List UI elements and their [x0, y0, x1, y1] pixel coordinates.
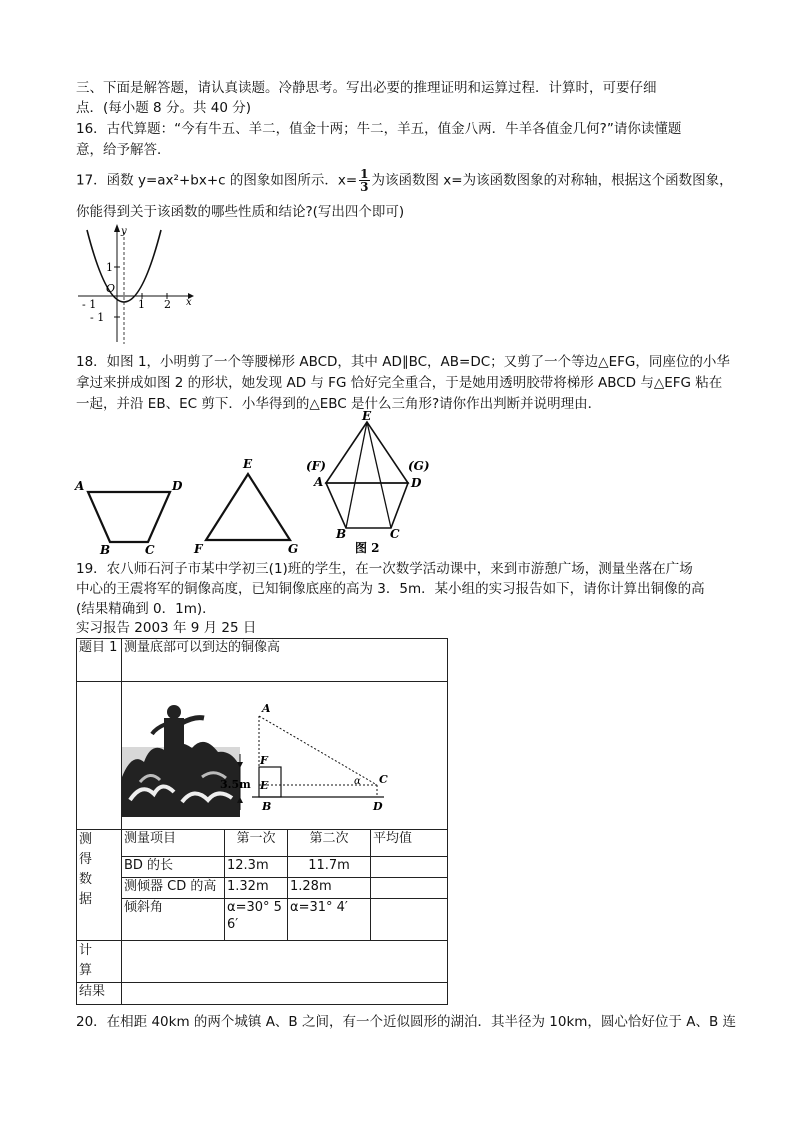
header-item: 测量项目: [122, 830, 225, 857]
meas-label-E: E: [260, 779, 269, 792]
fig2-label-F: (F): [306, 459, 326, 473]
topic-label: 题目 1: [77, 639, 122, 682]
trapezoid-abcd: [88, 492, 170, 542]
section3-line1: 三、下面是解答题，请认真读题。冷静思考。写出必要的推理证明和运算过程．计算时，可要仔细: [76, 80, 657, 96]
fig2-label-E: E: [362, 410, 372, 423]
fig2-label-A: A: [314, 475, 324, 489]
q17-line1: [76, 168, 733, 193]
q20-line1: 20．在相距 40km 的两个城镇 A、B 之间，有一个近似圆形的湖泊．其半径为 10km，圆心恰好位于 A、B 连: [76, 1014, 737, 1030]
row-cd-avg: [371, 878, 448, 899]
q16-line1: 16．古代算题：“今有牛五、羊二，值金十两；牛二，羊五，值金八两．牛羊各值金几何?”请你读懂题: [76, 121, 682, 137]
result-row: [77, 983, 448, 1005]
calc-label: 计 算: [77, 941, 122, 983]
report-figure-row: [77, 682, 448, 830]
label-A: A: [75, 479, 85, 493]
meas-label-alpha: α: [354, 776, 361, 787]
fig2-label-G: (G): [408, 459, 430, 473]
statue-photo: [122, 705, 240, 817]
statue-measure-figure: [122, 682, 447, 824]
q18-line3: 一起，并沿 EB、EC 剪下．小华得到的△EBC 是什么三角形?请你作出判断并说明理由．: [76, 396, 602, 412]
q16-line2: 意，给予解答．: [76, 142, 171, 158]
row-cd-second: 1.28m: [288, 878, 371, 899]
q17-line2: 你能得到关于该函数的哪些性质和结论?(写出四个即可): [76, 204, 405, 220]
fig2-label-C: C: [390, 527, 400, 541]
fraction-numerator: 1: [360, 167, 369, 181]
meas-label-F: F: [260, 754, 268, 767]
row-cd-item: 测倾器 CD 的高: [122, 878, 225, 899]
fraction-one-third: [359, 168, 369, 193]
tick-label-x-2: 2: [164, 298, 171, 311]
parabola-curve: [87, 230, 161, 302]
fig2-trapezoid: [326, 483, 408, 528]
calc-row: [77, 941, 448, 983]
label-B: B: [100, 543, 111, 557]
q17-text-part1: 17．函数 y=ax²+bx+c 的图象如图所示．x=: [76, 172, 358, 189]
label-F: F: [194, 542, 203, 556]
meas-label-B: B: [262, 800, 272, 813]
q19-line3: (结果精确到 0．1m)．: [76, 601, 216, 617]
triangle-efg: [206, 474, 290, 540]
table-row: [77, 857, 448, 878]
report-title: 实习报告 2003 年 9 月 25 日: [76, 620, 257, 636]
meas-label-height: 3.5m: [220, 778, 251, 791]
row-angle-second: α=31° 4′: [288, 899, 371, 941]
label-D: D: [172, 479, 183, 493]
tick-label-y-neg1: - 1: [90, 311, 105, 324]
row-angle-avg: [371, 899, 448, 941]
tick-label-x-1: 1: [138, 298, 145, 311]
fig2-caption: 图 2: [355, 541, 380, 555]
calc-cell: [122, 941, 448, 983]
q17-text-part2: 为该函数图 x=为该函数图象的对称轴，根据这个函数图象，: [371, 172, 733, 189]
label-G: G: [288, 542, 299, 556]
fraction-denominator: 3: [360, 180, 369, 194]
data-header-row: [77, 830, 448, 857]
meas-label-D: D: [373, 800, 383, 813]
label-E: E: [243, 457, 253, 471]
fig2-label-B: B: [336, 527, 347, 541]
y-axis-label: y: [121, 226, 127, 237]
q18-line2: 拿过来拼成如图 2 的形状，她发现 AD 与 FG 恰好完全重合，于是她用透明胶带将梯形 ABCD 与△EFG 粘在: [76, 375, 723, 391]
result-cell: [122, 983, 448, 1005]
y-axis-arrow: [114, 224, 120, 232]
row-angle-first: α=30° 5 6′: [225, 899, 288, 941]
parabola-graph: [76, 222, 201, 347]
data-label: 测 得 数 据: [77, 830, 122, 941]
q19-line1: 19．农八师石河子市某中学初三(1)班的学生，在一次数学活动课中，来到市游憩广场，测量坐落在广场: [76, 561, 693, 577]
header-average: 平均值: [371, 830, 448, 857]
row-bd-avg: [371, 857, 448, 878]
meas-label-C: C: [379, 773, 388, 786]
label-C: C: [145, 543, 155, 557]
table-row: [77, 899, 448, 941]
tick-label-y-1: 1: [106, 261, 113, 274]
meas-label-A: A: [262, 702, 271, 715]
q18-line1: 18．如图 1，小明剪了一个等腰梯形 ABCD，其中 AD∥BC，AB=DC；又剪了一个等边△EFG，同座位的小华: [76, 354, 730, 370]
report-table: [76, 638, 448, 1005]
sight-line: [259, 716, 377, 785]
fig2-line-ec: [367, 422, 391, 528]
topic-value: 测量底部可以到达的铜像高: [122, 639, 448, 682]
header-second: 第二次: [288, 830, 371, 857]
fig2-triangle: [326, 422, 408, 483]
row-bd-second: 11.7m: [288, 857, 371, 878]
tick-label-x-neg1: - 1: [82, 298, 97, 311]
figure-row-blank: [77, 682, 122, 830]
fig2-label-D: D: [411, 476, 422, 490]
result-label: 结果: [77, 983, 122, 1005]
row-bd-item: BD 的长: [122, 857, 225, 878]
row-cd-first: 1.32m: [225, 878, 288, 899]
row-bd-first: 12.3m: [225, 857, 288, 878]
table-row: [77, 878, 448, 899]
section3-line2: 点．(每小题 8 分。共 40 分): [76, 100, 251, 116]
row-angle-item: 倾斜角: [122, 899, 225, 941]
q18-figures: [70, 410, 430, 558]
report-topic-row: [77, 639, 448, 682]
q19-line2: 中心的王震将军的铜像高度，已知铜像底座的高为 3．5m．某小组的实习报告如下，请你计算出铜像的高: [76, 581, 705, 597]
origin-label: O: [106, 282, 116, 295]
header-first: 第一次: [225, 830, 288, 857]
x-axis-label: x: [186, 297, 192, 308]
figure-cell: [122, 682, 448, 830]
